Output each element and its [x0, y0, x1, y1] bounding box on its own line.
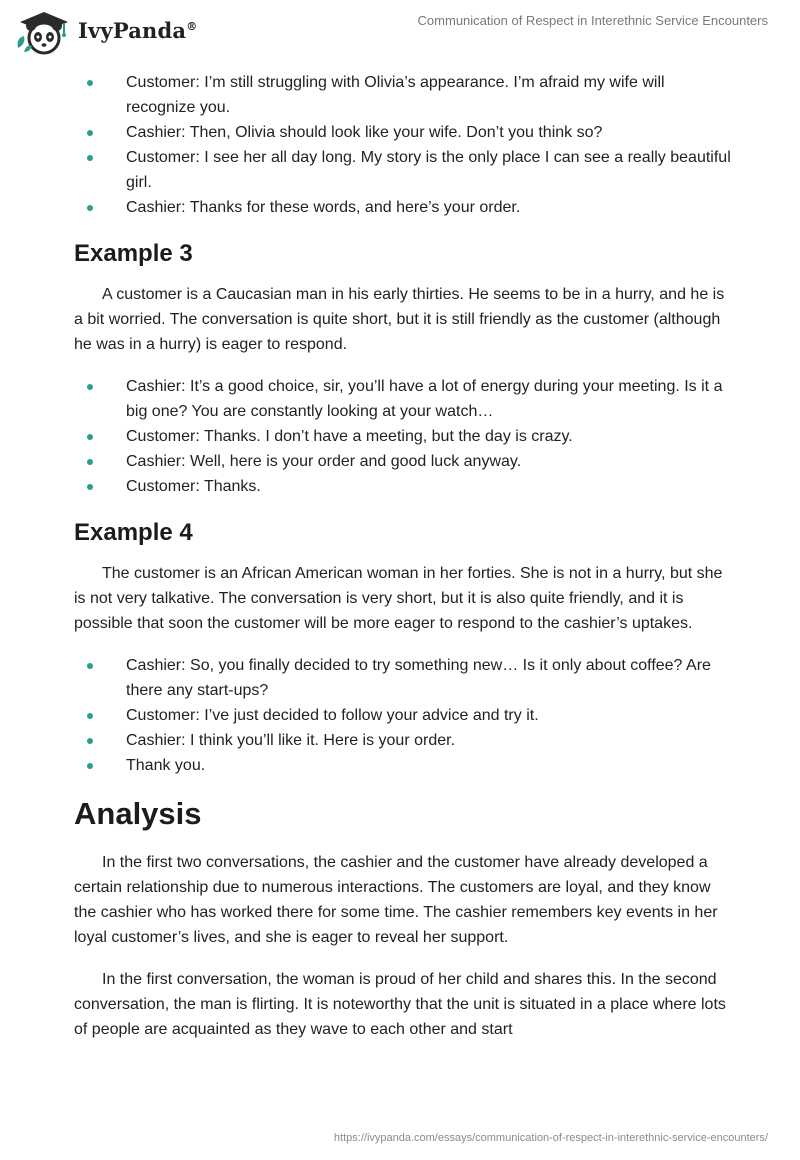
- list-item: Customer: Thanks.: [74, 474, 734, 499]
- list-item: Customer: I’m still struggling with Olivia’s appearance. I’m afraid my wife will recognize you.: [74, 70, 734, 120]
- bullet-icon: [87, 663, 93, 669]
- example-3-paragraph: A customer is a Caucasian man in his early thirties. He seems to be in a hurry, and he is a bit worried. The conversation is quite short, but it is still friendly as the customer (although he was in a hurry) is eager to respond.: [74, 286, 725, 353]
- bullet-icon: [87, 713, 93, 719]
- ivypanda-logo[interactable]: [14, 8, 70, 56]
- article-body: [74, 70, 734, 1042]
- section-heading-example-4: Example 4: [74, 519, 193, 546]
- panda-icon: [14, 8, 70, 56]
- list-item: Cashier: I think you’ll like it. Here is your order.: [74, 728, 734, 753]
- dialogue-list-example-2: [74, 70, 734, 220]
- source-url[interactable]: https://ivypanda.com/essays/communication-of-respect-in-interethnic-service-encounters/: [333, 1132, 768, 1144]
- bullet-icon: [87, 80, 93, 86]
- bullet-icon: [87, 130, 93, 136]
- bullet-icon: [87, 155, 93, 161]
- list-item: Cashier: Then, Olivia should look like your wife. Don’t you think so?: [74, 120, 734, 145]
- list-item: Cashier: So, you finally decided to try something new… Is it only about coffee? Are there any start-ups?: [74, 653, 734, 703]
- analysis-paragraph-2: In the first conversation, the woman is proud of her child and shares this. In the second conversation, the man is flirting. It is noteworthy that the unit is situated in a place where lots of people are acquainted as they wave to each other and start: [74, 971, 726, 1038]
- bullet-icon: [87, 434, 93, 440]
- list-item: Customer: Thanks. I don’t have a meeting, but the day is crazy.: [74, 424, 734, 449]
- dialogue-list-example-4: [74, 653, 734, 778]
- list-item: Customer: I’ve just decided to follow your advice and try it.: [74, 703, 734, 728]
- list-item: Cashier: Well, here is your order and good luck anyway.: [74, 449, 734, 474]
- list-item: Cashier: Thanks for these words, and here’s your order.: [74, 195, 734, 220]
- example-4-paragraph: The customer is an African American woman in her forties. She is not in a hurry, but she is not very talkative. The conversation is very short, but it is also quite friendly, and it is possible that soon the customer will be more eager to respond to the cashier’s uptakes.: [74, 565, 723, 632]
- bullet-icon: [87, 459, 93, 465]
- page-header: [0, 0, 800, 62]
- list-item: Thank you.: [74, 753, 734, 778]
- brand-name[interactable]: IvyPanda®: [78, 18, 198, 43]
- section-heading-analysis: Analysis: [74, 796, 202, 831]
- bullet-icon: [87, 738, 93, 744]
- dialogue-list-example-3: [74, 374, 734, 499]
- bullet-icon: [87, 205, 93, 211]
- bullet-icon: [87, 484, 93, 490]
- bullet-icon: [87, 384, 93, 390]
- document-title: Communication of Respect in Interethnic Service Encounters: [417, 13, 768, 28]
- bullet-icon: [87, 763, 93, 769]
- list-item: Customer: I see her all day long. My story is the only place I can see a really beautiful girl.: [74, 145, 734, 195]
- section-heading-example-3: Example 3: [74, 240, 193, 267]
- list-item: Cashier: It’s a good choice, sir, you’ll have a lot of energy during your meeting. Is it a big one? You are constantly looking at your watch…: [74, 374, 734, 424]
- analysis-paragraph-1: In the first two conversations, the cashier and the customer have already developed a certain relationship due to numerous interactions. The customers are loyal, and they know the cashier who has worked there for some time. The cashier remembers key events in her loyal customer’s lives, and she is eager to reveal her support.: [74, 854, 718, 946]
